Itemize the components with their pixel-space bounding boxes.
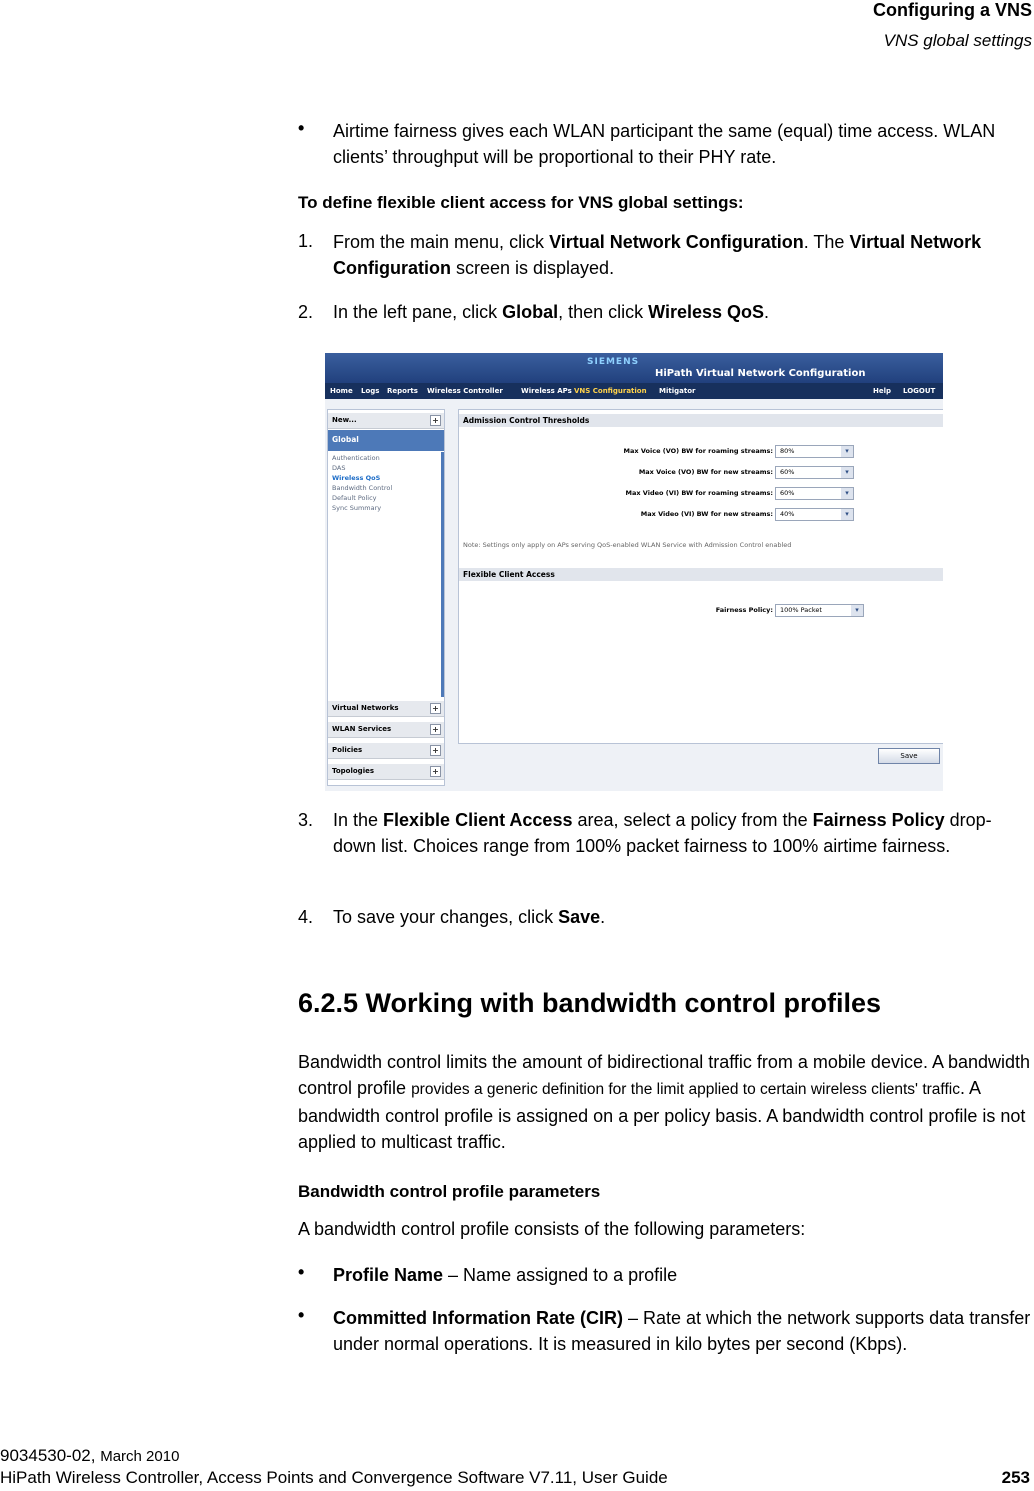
- section-title: 6.2.5 Working with bandwidth control profiles: [298, 988, 882, 1018]
- admission-control-header: Admission Control Thresholds: [459, 414, 943, 427]
- nav-home[interactable]: Home: [330, 387, 353, 395]
- nav-logout[interactable]: LOGOUT: [903, 387, 936, 395]
- step-number: 4.: [298, 907, 314, 927]
- header-title: Configuring a VNS: [873, 0, 1032, 20]
- fairness-policy-label: Fairness Policy:: [715, 606, 773, 614]
- max-video-new-select[interactable]: 40% ▾: [775, 508, 854, 521]
- nav-mitigator[interactable]: Mitigator: [659, 387, 696, 395]
- save-button[interactable]: Save: [878, 748, 940, 764]
- chevron-down-icon: ▾: [841, 509, 853, 520]
- tree-item-wireless-qos[interactable]: Wireless QoS: [332, 474, 381, 482]
- flexible-client-access-header: Flexible Client Access: [459, 568, 943, 581]
- bullet-marker: •: [298, 1305, 305, 1325]
- nav-wireless-aps[interactable]: Wireless APs: [521, 387, 572, 395]
- max-video-roaming-label: Max Video (VI) BW for roaming streams:: [625, 489, 773, 497]
- vns-configuration-screenshot: [325, 353, 943, 791]
- plus-icon[interactable]: +: [430, 766, 441, 777]
- chevron-down-icon: ▾: [841, 488, 853, 499]
- plus-icon[interactable]: +: [430, 724, 441, 735]
- tree-item-global[interactable]: Global: [328, 430, 444, 451]
- bullet-marker: •: [298, 1262, 305, 1282]
- max-video-roaming-select[interactable]: 60% ▾: [775, 487, 854, 500]
- tree-item-authentication[interactable]: Authentication: [332, 454, 380, 462]
- plus-icon[interactable]: +: [430, 415, 441, 426]
- tree-item-das[interactable]: DAS: [332, 464, 346, 472]
- left-pane: [327, 409, 445, 786]
- step-4-text: To save your changes, click Save.: [333, 907, 606, 927]
- bullet-marker: •: [298, 118, 305, 138]
- step-number: 1.: [298, 231, 314, 251]
- step-1-text: From the main menu, click Virtual Network Configuration. The Virtual Network Configuration screen is displayed.: [333, 232, 982, 278]
- main-pane: [458, 409, 943, 744]
- policies-menu[interactable]: Policies +: [328, 743, 444, 759]
- chevron-down-icon: ▾: [841, 446, 853, 457]
- chevron-down-icon: ▾: [851, 605, 863, 616]
- nav-help[interactable]: Help: [873, 387, 892, 395]
- wlan-services-menu[interactable]: WLAN Services +: [328, 722, 444, 738]
- param-cir: Committed Information Rate (CIR) – Rate at which the network supports data transfer under normal operations. It is measured in kilo bytes per second (Kbps).: [333, 1308, 1031, 1354]
- qos-note: Note: Settings only apply on APs serving QoS-enabled WLAN Service with Admission Control enabled: [463, 541, 792, 549]
- subsection-title: Bandwidth control profile parameters: [298, 1182, 601, 1201]
- main-nav: [325, 383, 943, 399]
- step-2-text: In the left pane, click Global, then click Wireless QoS.: [333, 302, 770, 322]
- procedure-title: To define flexible client access for VNS global settings:: [298, 193, 744, 212]
- new-menu[interactable]: [328, 413, 444, 429]
- step-number: 3.: [298, 810, 314, 830]
- siemens-logo: SIEMENS: [587, 357, 640, 367]
- app-banner: [325, 353, 943, 383]
- section-paragraph: Bandwidth control limits the amount of bidirectional traffic from a mobile device. A bandwidth control profile provides a generic definition for the limit applied to certain wireless clients' traffic. A bandwidth control profile is assigned on a per policy basis. A bandwidth control profile is not applied to multicast traffic.: [298, 1052, 1031, 1152]
- pane-scroll-bar: [441, 452, 444, 697]
- plus-icon[interactable]: +: [430, 745, 441, 756]
- param-profile-name: Profile Name – Name assigned to a profile: [333, 1265, 678, 1285]
- fairness-policy-select[interactable]: 100% Packet ▾: [775, 604, 864, 617]
- nav-vns-configuration[interactable]: VNS Configuration: [574, 387, 647, 395]
- footer-guide-title: HiPath Wireless Controller, Access Points and Convergence Software V7.11, User Guide: [0, 1468, 668, 1487]
- tree-item-sync-summary[interactable]: Sync Summary: [332, 504, 382, 512]
- step-3-text: In the Flexible Client Access area, select a policy from the Fairness Policy drop-down list. Choices range from 100% packet fairness to 100% airtime fairness.: [333, 810, 992, 856]
- header-subtitle: VNS global settings: [883, 31, 1032, 50]
- nav-wireless-controller[interactable]: Wireless Controller: [427, 387, 503, 395]
- max-voice-roaming-label: Max Voice (VO) BW for roaming streams:: [623, 447, 773, 455]
- tree-item-bandwidth-control[interactable]: Bandwidth Control: [332, 484, 393, 492]
- plus-icon[interactable]: +: [430, 703, 441, 714]
- max-voice-roaming-select[interactable]: 80% ▾: [775, 445, 854, 458]
- nav-logs[interactable]: Logs: [361, 387, 380, 395]
- step-number: 2.: [298, 302, 314, 322]
- topologies-menu[interactable]: Topologies +: [328, 764, 444, 780]
- virtual-networks-menu[interactable]: Virtual Networks +: [328, 701, 444, 717]
- subsection-intro: A bandwidth control profile consists of the following parameters:: [298, 1219, 806, 1239]
- intro-bullet-text: Airtime fairness gives each WLAN participant the same (equal) time access. WLAN clients’ throughput will be proportional to their PHY rate.: [333, 121, 996, 167]
- page-number: 253: [1001, 1468, 1030, 1487]
- nav-reports[interactable]: Reports: [387, 387, 418, 395]
- new-label: New...: [332, 416, 357, 424]
- footer-doc-id: 9034530-02, March 2010: [0, 1446, 180, 1465]
- tree-item-default-policy[interactable]: Default Policy: [332, 494, 377, 502]
- max-voice-new-label: Max Voice (VO) BW for new streams:: [638, 468, 773, 476]
- max-video-new-label: Max Video (VI) BW for new streams:: [640, 510, 773, 518]
- app-title: HiPath Virtual Network Configuration: [655, 368, 866, 379]
- chevron-down-icon: ▾: [841, 467, 853, 478]
- max-voice-new-select[interactable]: 60% ▾: [775, 466, 854, 479]
